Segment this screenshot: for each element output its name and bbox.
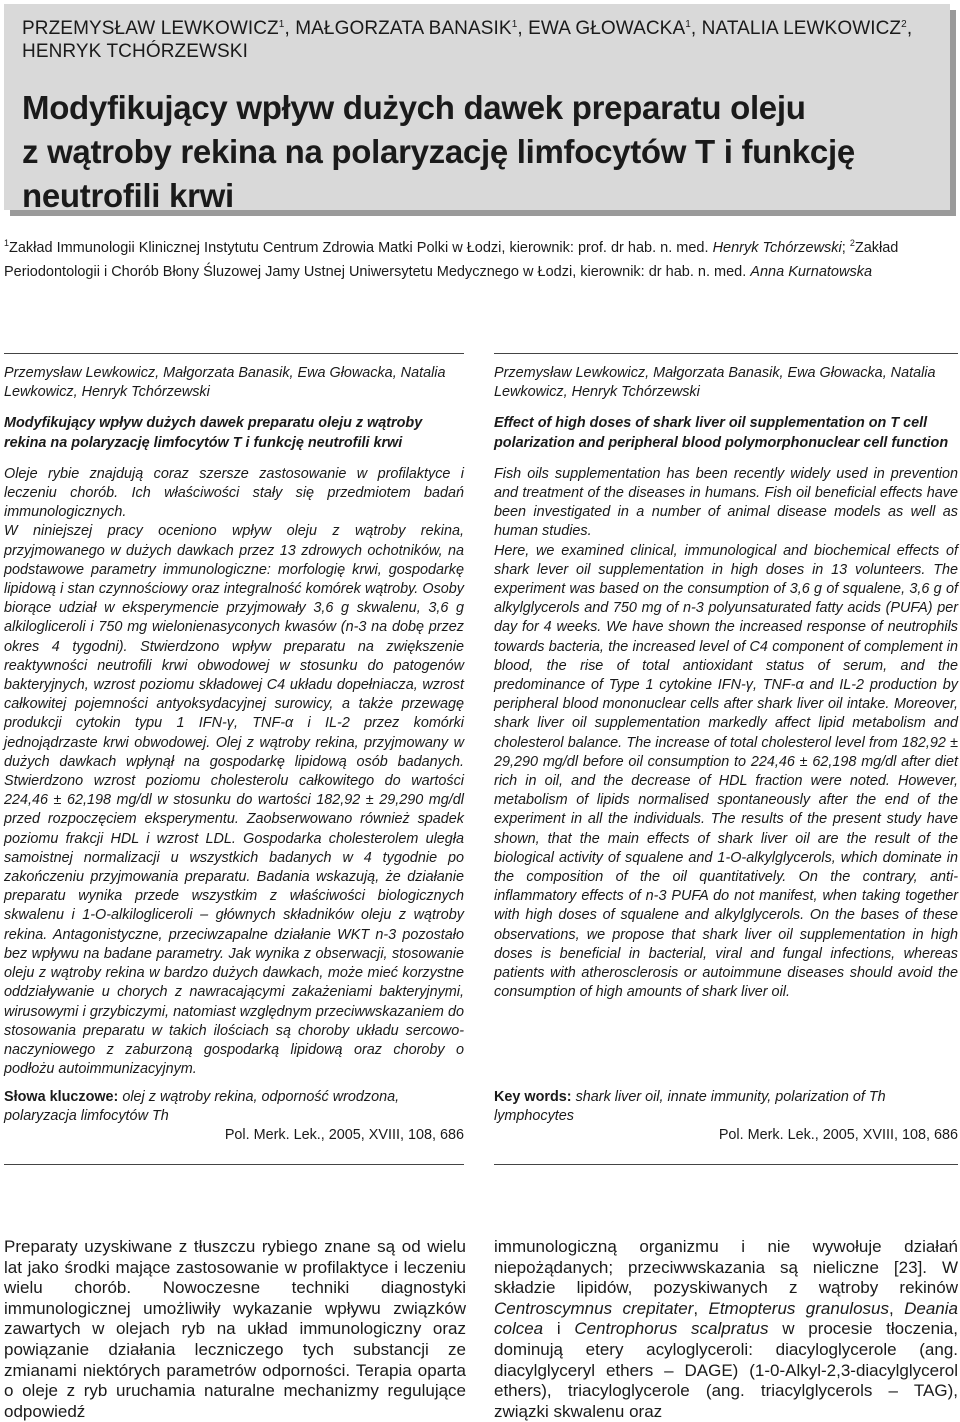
keywords-english: Key words: shark liver oil, innate immunity, polarization of Th lymphocytes Pol. Merk. Lek., 2005, XVIII, 108, 686 bbox=[494, 1088, 958, 1146]
divider-left-bottom bbox=[4, 1164, 464, 1165]
page-title: Modyfikujący wpływ dużych dawek preparatu oleju z wątroby rekina na polaryzację limfocytów T i funkcję neutrofili krwi bbox=[22, 89, 855, 214]
author-2: MAŁGORZATA BANASIK$^1$ bbox=[295, 18, 518, 39]
citation: Pol. Merk. Lek., 2005, XVIII, 108, 686 bbox=[224, 1127, 464, 1144]
abstract-authors: Przemysław Lewkowicz, Małgorzata Banasik, Ewa Głowacka, Natalia Lewkowicz, Henryk Tchórzewski bbox=[4, 365, 446, 401]
keywords-polish: Słowa kluczowe: olej z wątroby rekina, odporność wrodzona, polaryzacja limfocytów Th Pol. Merk. Lek., 2005, XVIII, 108, 686 bbox=[4, 1088, 464, 1146]
abstract-text: Oleje rybie znajdują coraz szersze zastosowanie w profilaktyce i leczeniu chorób. Ich właściwości stały się przedmiotem badań immunologicznych. W niniejszej pracy oceniono wpływ oleju z wątroby rekina, przyjmowanego w dużych dawkach przez 13 zdrowych ochotników, na podstawowe parametry immunologiczne: morfologię krwi, gospodarkę lipidową i stan czynnościowy oraz integralność komórek wątroby. Osoby biorące udział w eksperymencie przyjmowały 3,6 g skwalenu, 3,6 g alkilogliceroli i 750 mg wielonienasyconych kwasów (n-3 na dobę przez okres 4 tygodni). Stwierdzono wpływ preparatu na zwiększenie reaktywności neutrofili krwi obwodowej w stosunku do patogenów bakteryjnych, wzrost poziomu składowej C4 układu dopełniacza, wzrost całkowitej pojemności antyoksydacyjnej surowicy, a także przewagę produkcji cytokin typu 1 IFN-γ, TNF-α i IL-2 przez komórki jednojądrzaste krwi obwodowej. Olej z wątroby rekina, przyjmowany w dużych dawkach wpłynął na gospodarkę lipidową osób badanych. Stwierdzono wzrost poziomu cholesterolu całkowitego do wartości 224,46 ± 62,198 mg/dl w stosunku do wartości 182,92 ± 29,290 mg/dl przed rozpoczęciem eksperymentu. Zaobserwowano również spadek poziomu frakcji HDL i wzrost LDL. Gospodarka cholesterolem uległa samoistnej normalizacji u wszystkich badanych w 4 tygodnie po zakończeniu przyjmowania preparatu. Badania wskazują, że działanie preparatu wynika przede wszystkim z właściwości biologicznych skwalenu i 1-O-alkilogliceroli – głównych składników oleju z wątroby rekina. Antagonistyczne, przeciwzapalne działanie WKT n-3 pozostało bez wpływu na badane parametry. Jak wynika z obserwacji, stosowanie oleju z wątroby rekina w bardzo dużych dawkach, może mieć korzystne oddziaływanie u chorych z nawracającymi zakażeniami bakteryjnymi, wirusowymi i grzybiczymi, natomiast względnym przeciwwskazaniem do stosowania preparatu w takich ilościach są choroby układu sercowo-naczyniowego z zaburzoną gospodarką lipidową oraz choroby o podłożu autoimmunizacyjnym. bbox=[4, 465, 464, 1078]
author-4: NATALIA LEWKOWICZ$^2$ bbox=[701, 18, 907, 39]
divider-left-top bbox=[4, 353, 464, 354]
header-box bbox=[4, 4, 950, 214]
abstract-title: Modyfikujący wpływ dużych dawek preparatu oleju z wątroby rekina na polaryzację limfocytów T i funkcję neutrofili krwi bbox=[4, 415, 423, 451]
body-text-right: immunologiczną organizmu i nie wywołuje działań niepożądanych; przeciwwskazania są nieliczne [23]. W składzie lipidów, pozyskiwanych z wątroby rekinów Centroscymnus crepitater, Etmopterus granulosus, Deania colcea i Centrophorus scalpratus w procesie tłoczenia, dominują etery acyloglyceroli: diacyloglycerole (ang. diacylglyceryl ethers – DAGE) (1-0-Alkyl-2,3-diacylglycerol ethers), triacyloglycerole (ang. triacylglycerols – TAG), związki skwalenu oraz bbox=[494, 1237, 958, 1421]
abstract-authors: Przemysław Lewkowicz, Małgorzata Banasik, Ewa Głowacka, Natalia Lewkowicz, Henryk Tchórzewski bbox=[494, 365, 936, 401]
abstract-title: Effect of high doses of shark liver oil supplementation on T cell polarization and peripheral blood polymorphonuclear cell function bbox=[494, 415, 949, 451]
divider-right-bottom bbox=[494, 1164, 958, 1165]
abstract-english bbox=[494, 364, 958, 1003]
divider-right-top bbox=[494, 353, 958, 354]
author-5: HENRYK TCHÓRZEWSKI bbox=[22, 41, 248, 62]
abstract-polish bbox=[4, 364, 464, 1079]
author-3: EWA GŁOWACKA$^1$ bbox=[528, 18, 691, 39]
body-text-left: Preparaty uzyskiwane z tłuszczu rybiego znane są od wielu lat jako środki mające zastosowanie w profilaktyce i leczeniu wielu chorób. Nowoczesne techniki diagnostyki immunologicznej umożliwiły wykazanie wpływu związków zawartych w olejach ryb na układ immunologiczny oraz powiązanie działania leczniczego tych substancji ze zmianami niektórych parametrów odporności. Terapia oparta o oleje z ryb uruchamia naturalne mechanizmy regulujące odpowiedź bbox=[4, 1237, 466, 1421]
affiliation: $^1$Zakład Immunologii Klinicznej Instytutu Centrum Zdrowia Matki Polki w Łodzi, kierownik: prof. dr hab. n. med. Henryk Tchórzewski; $^2$Zakład Periodontologii i Chorób Błony Śluzowej Jamy Ustnej Uniwersytetu Medycznego w Łodzi, kierownik: dr hab. n. med. Anna Kurnatowska bbox=[4, 238, 899, 280]
authors: PRZEMYSŁAW LEWKOWICZ$^1$, MAŁGORZATA BANASIK$^1$, EWA GŁOWACKA$^1$, NATALIA LEWKOWICZ$^2$, HENRYK TCHÓRZEWSKI bbox=[22, 18, 913, 62]
author-1: PRZEMYSŁAW LEWKOWICZ$^1$ bbox=[22, 18, 285, 39]
abstract-text: Fish oils supplementation has been recently widely used in prevention and treatment of the diseases in humans. Fish oil beneficial effects have been investigated in a number of animal disease models as well as human studies. Here, we examined clinical, immunological and biochemical effects of shark lever oil supplementation in high doses in 13 volunteers. The experiment was based on the consumption of 3,6 g of squalene, 3,6 g of alkylglycerols and 750 mg of n-3 polyunsaturated fatty acids (PUFA) per day for 4 weeks. We have shown the increased response of neutrophils towards bacteria, the increased level of C4 component of complement in blood, the rise of total antioxidant status of serum, and the predominance of Type 1 cytokine IFN-γ, TNF-α and IL-2 production by peripheral blood mononuclear cells after shark liver oil intake. Moreover, shark liver oil supplementation markedly affect lipid metabolism and cholesterol balance. The increase of total cholesterol level from 182,92 ± 29,290 mg/dl before oil consumption to 224,46 ± 62,198 mg/dl after diet rich in oil, and the decrease of HDL fraction were noted. However, metabolism of lipids normalised spontaneously after the end of the experiment in all the individuals. The results of the present study have shown, that the main effects of shark liver oil are the result of the biological activity of squalene and 1-O-alkylglycerols, which dominate in the composition of the oil quantitatively. On the contrary, anti-inflammatory effects of n-3 PUFA do not manifest, when taking together with high doses of squalene and alkylglycerols. On the bases of these observations, we propose that shark liver oil supplementation in high doses is beneficial in bacterial, viral and fungal infections, whereas patients with atherosclerosis or autoimmune diseases should avoid the consumption of high amounts of shark liver oil. bbox=[494, 465, 958, 1001]
citation: Pol. Merk. Lek., 2005, XVIII, 108, 686 bbox=[718, 1127, 958, 1144]
